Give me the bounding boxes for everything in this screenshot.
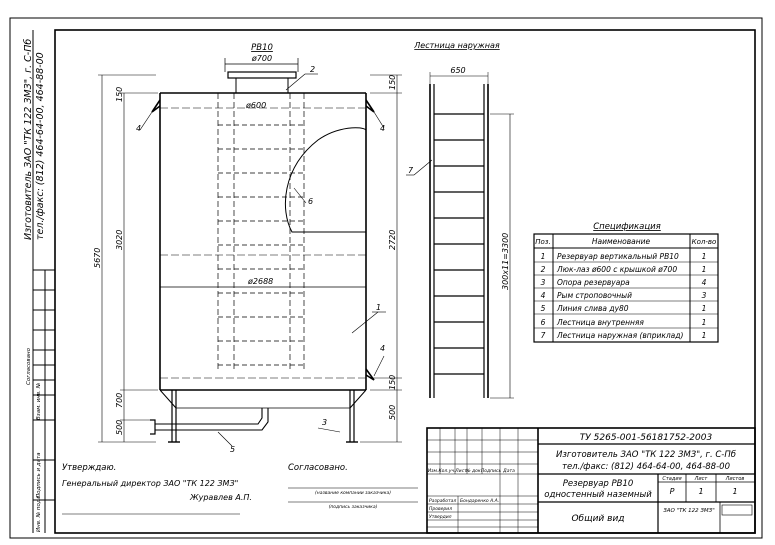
tb-col: Подпись <box>480 469 502 474</box>
pos-4a: 4 <box>136 124 142 133</box>
tb-sheets: 1 <box>732 487 738 496</box>
spec-row-qty: 1 <box>701 265 707 274</box>
ladder-height: 300х11=3300 <box>501 232 510 290</box>
side-label-zam: Взам. инв. № <box>36 382 42 420</box>
spec-row-qty: 4 <box>701 278 707 287</box>
spec-row-name: Люк-лаз ø600 с крышкой ø700 <box>557 265 678 274</box>
dim-d700: ø700 <box>251 54 273 63</box>
dim-150-left: 150 <box>115 86 124 102</box>
tb-sheet: 1 <box>698 487 704 496</box>
tb-col: № док. <box>465 469 483 474</box>
dim-d2688: ø2688 <box>248 277 274 286</box>
agreed-sub1: (название компании заказчика) <box>315 491 391 496</box>
pos-2: 2 <box>310 65 316 74</box>
tb-col: Дата <box>503 469 515 474</box>
tb-col: Изм. <box>427 469 439 474</box>
spec-col-qty: Кол-во <box>691 238 717 246</box>
tb-col: Кол.уч. <box>438 469 456 474</box>
tb-stage: Р <box>669 487 675 496</box>
tb-h-sheets: Листов <box>725 476 745 482</box>
dim-700: 700 <box>115 392 124 408</box>
tb-code: ТУ 5265-001-56181752-2003 <box>579 433 713 443</box>
pos-3: 3 <box>322 418 328 427</box>
tb-maker2: тел./факс: (812) 464-64-00, 464-88-00 <box>562 462 730 472</box>
dim-3020: 3020 <box>115 229 124 250</box>
spec-table <box>534 222 718 342</box>
spec-row-pos: 2 <box>540 265 546 274</box>
spec-row-pos: 4 <box>540 291 546 300</box>
tb-h-sheet: Лист <box>694 476 708 482</box>
pos-1: 1 <box>376 303 382 312</box>
dim-d600: ø600 <box>246 101 267 110</box>
vertical-header-line1: Изготовитель ЗАО "ТК 122 ЗМЗ", г. С-Пб <box>23 38 34 240</box>
spec-row-name: Резервуар вертикальный РВ10 <box>557 252 679 261</box>
side-label-inv: Инв. № подл. <box>36 494 42 532</box>
agreed-title: Согласовано. <box>288 463 348 473</box>
dim-150-bottom: 150 <box>388 374 397 390</box>
pos-4c: 4 <box>380 344 386 353</box>
tb-name1: Резервуар РВ10 <box>562 479 634 489</box>
dim-5670: 5670 <box>93 247 102 268</box>
pos-4b: 4 <box>380 124 386 133</box>
tb-col: Лист <box>455 469 467 474</box>
spec-row-name: Лестница внутренняя <box>557 318 644 327</box>
dim-150-top: 150 <box>388 74 397 90</box>
pos-5: 5 <box>230 445 236 454</box>
approval-block <box>62 463 418 514</box>
agreed-sub2: (подпись заказчика) <box>328 505 378 510</box>
tank-title: РВ10 <box>251 43 273 53</box>
spec-col-name: Наименование <box>591 237 651 246</box>
spec-row-pos: 3 <box>540 278 546 287</box>
ladder-title: Лестница наружная <box>414 41 500 50</box>
tb-utv: Утвердил <box>429 515 452 520</box>
pos-6: 6 <box>308 197 314 206</box>
spec-title: Спецификация <box>593 222 661 232</box>
spec-row-qty: 1 <box>701 304 707 313</box>
dim-2720: 2720 <box>388 229 397 250</box>
approve-title: Утверждаю. <box>62 463 117 473</box>
spec-col-pos: Поз. <box>535 238 551 246</box>
tb-company: ЗАО "ТК 122 ЗМЗ" <box>663 508 715 514</box>
approve-name: Журавлев А.П. <box>190 493 252 502</box>
title-block <box>427 428 755 533</box>
dim-500-left: 500 <box>115 419 124 435</box>
tb-h-stage: Стадия <box>662 476 682 482</box>
tb-razrab-name: Бондаренко А.А. <box>460 499 500 504</box>
spec-row-pos: 7 <box>540 331 546 340</box>
spec-row-qty: 3 <box>701 291 707 300</box>
spec-row-qty: 1 <box>701 252 707 261</box>
spec-row-name: Рым строповочный <box>557 291 632 300</box>
side-label-soglasovano: Согласовано <box>26 348 32 385</box>
spec-row-qty: 1 <box>701 331 707 340</box>
spec-row-pos: 5 <box>540 304 546 313</box>
spec-row-name: Линия слива ду80 <box>557 304 629 313</box>
tb-view: Общий вид <box>571 514 625 524</box>
dim-500-right: 500 <box>388 404 397 420</box>
spec-row-name: Опора резервуара <box>557 278 630 287</box>
tb-name2: одностенный наземный <box>544 490 652 500</box>
vertical-header <box>23 39 46 240</box>
tb-maker1: Изготовитель ЗАО "ТК 122 ЗМЗ", г. С-Пб <box>555 450 737 460</box>
approve-director: Генеральный директор ЗАО "ТК 122 ЗМЗ" <box>62 479 239 488</box>
spec-row-pos: 6 <box>540 318 546 327</box>
tb-razrab: Разработал <box>429 499 457 504</box>
side-label-podp: Подпись и дата <box>36 452 42 498</box>
tb-prov: Проверил <box>429 507 453 512</box>
tank-drawing <box>93 43 402 454</box>
spec-row-name: Лестница наружная (вприклад) <box>557 331 684 340</box>
vertical-header-line2: тел./факс: (812) 464-64-00, 464-88-00 <box>35 52 46 240</box>
pos-7: 7 <box>408 166 414 175</box>
spec-row-pos: 1 <box>540 252 546 261</box>
ladder-width: 650 <box>450 66 466 75</box>
spec-row-qty: 1 <box>701 318 707 327</box>
ladder-drawing <box>406 41 514 398</box>
